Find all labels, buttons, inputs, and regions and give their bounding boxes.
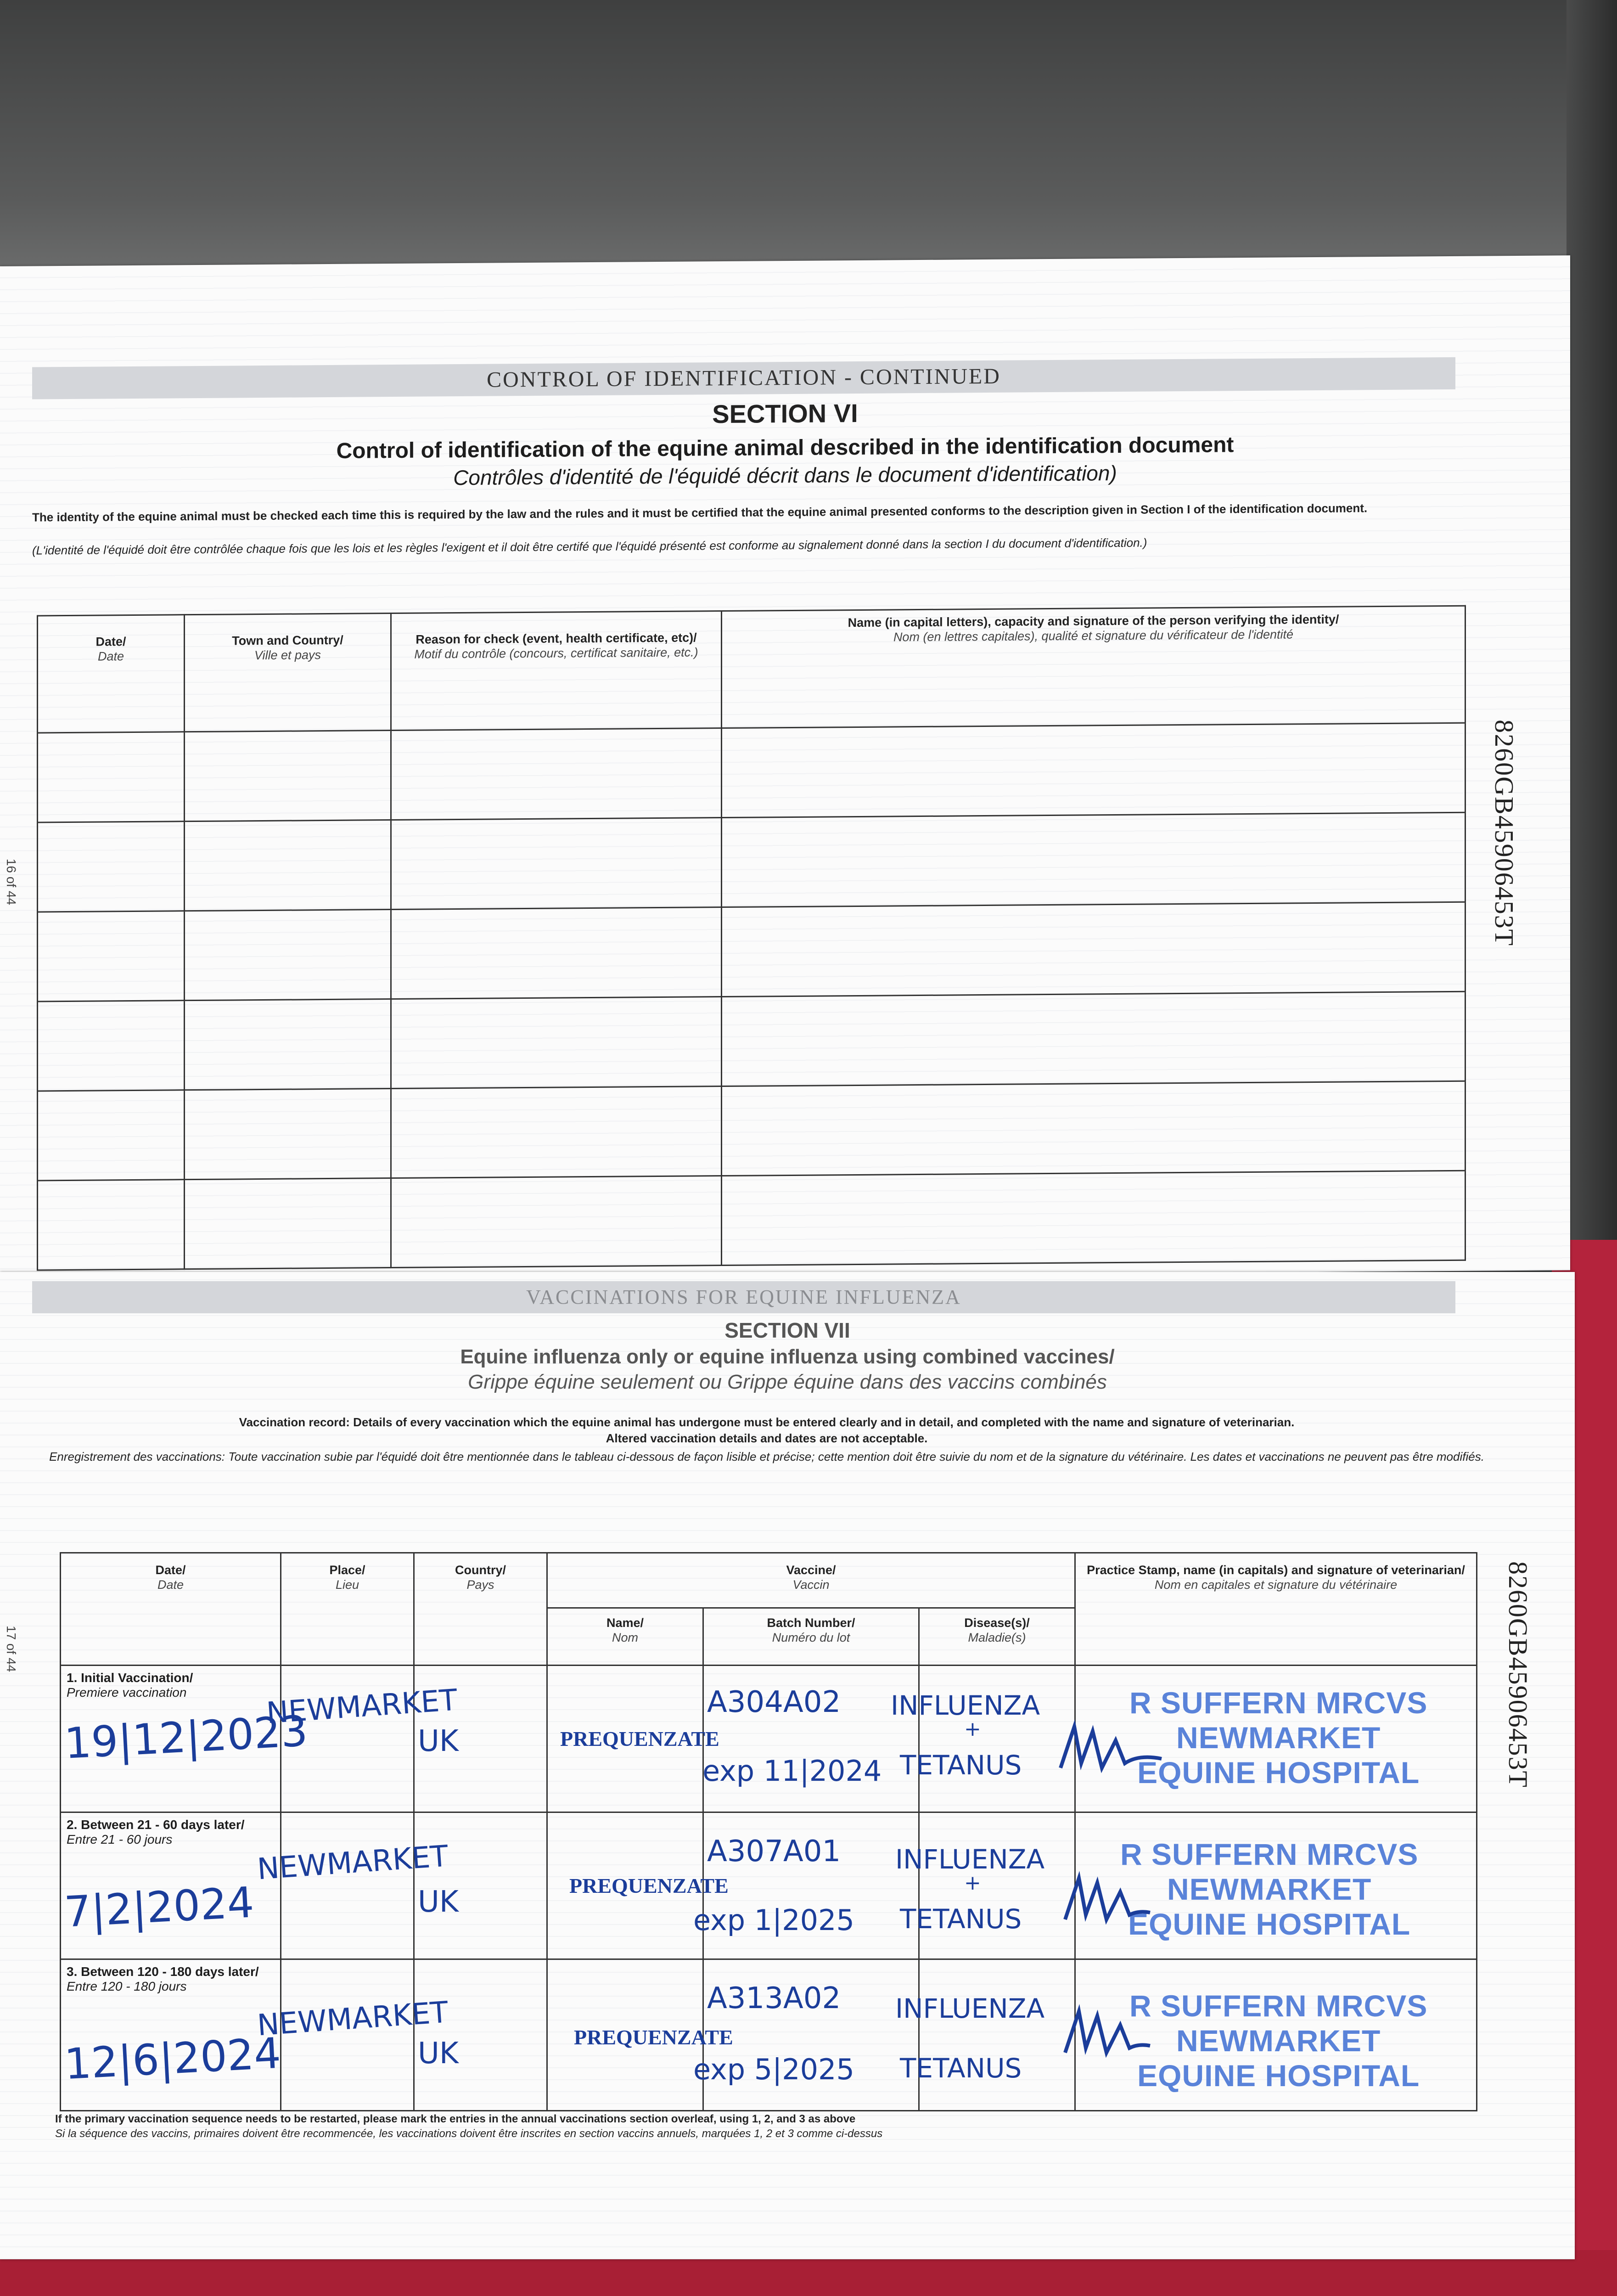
stamp-line: NEWMARKET: [1176, 1721, 1381, 1755]
stamp-line: EQUINE HOSPITAL: [1137, 2059, 1420, 2093]
table-row: [38, 1171, 1465, 1270]
vet-signature: [1061, 1869, 1152, 1929]
stamp-line: R SUFFERN MRCVS: [1129, 1686, 1428, 1720]
section-band: [32, 357, 1455, 400]
section-band: [32, 1281, 1455, 1313]
place-entry: NEWMARKET: [256, 1839, 449, 1887]
place-entry: NEWMARKET: [265, 1683, 459, 1731]
table-row: [38, 812, 1465, 912]
scanner-background: [0, 0, 1617, 285]
passport-id-side: 8260GB45906453T: [1489, 719, 1519, 947]
col-reason: Reason for check (event, health certificate, etc)/ Motif du contrôle (concours, certificat sanitaire, etc.): [391, 611, 722, 731]
row-label: 3. Between 120 - 180 days later/ Entre 120 - 180 jours: [61, 1959, 281, 2111]
date-entry: 19|12|2023: [63, 1706, 309, 1768]
passport-id-side: 8260GB45906453T: [1503, 1561, 1533, 1788]
batch-entry: A313A02: [707, 1981, 841, 2015]
row-label: 1. Initial Vaccination/ Premiere vaccination: [61, 1666, 281, 1812]
row-label: 2. Between 21 - 60 days later/ Entre 21 - 60 jours: [61, 1812, 281, 1959]
intro-fr: (L'identité de l'équidé doit être contrôlée chaque fois que les lois et les règles l'exigent et il doit être certifé que l'équidé présenté est conforme au signalement donné dans la section I du document d'identification.): [32, 535, 1147, 557]
col-vaccine: Vaccine/ Vaccin: [547, 1553, 1075, 1608]
disease-entry-1: INFLUENZA: [895, 1844, 1045, 1875]
col-vaccine-name: Name/ Nom: [547, 1608, 703, 1666]
stamp-line: EQUINE HOSPITAL: [1128, 1907, 1411, 1941]
vaccine-name: PREQUENZATE: [569, 1874, 729, 1897]
col-verifier: Name (in capital letters), capacity and signature of the person verifying the identity/ Nom (en lettres capitales), qualité et signature du vérificateur de l'identité: [722, 606, 1465, 728]
expiry-entry: exp 1|2025: [693, 1903, 854, 1937]
vaccine-name: PREQUENZATE: [560, 1727, 719, 1750]
section-title: SECTION VII: [724, 1318, 850, 1342]
heading-fr: Grippe équine seulement ou Grippe équine dans des vaccins combinés: [468, 1371, 1107, 1393]
batch-entry: A307A01: [707, 1835, 841, 1868]
stamp-line: EQUINE HOSPITAL: [1137, 1756, 1420, 1790]
table-row: [38, 902, 1465, 1002]
col-disease: Disease(s)/ Maladie(s): [919, 1608, 1075, 1666]
col-town-country: Town and Country/ Ville et pays: [185, 613, 391, 732]
page-17: [0, 1272, 1575, 2259]
footer-en: If the primary vaccination sequence needs to be restarted, please mark the entries in the annual vaccinations section overleaf, using 1, 2, and 3 as above: [55, 2113, 856, 2125]
intro-en-2: Altered vaccination details and dates are not acceptable.: [606, 1431, 928, 1445]
vet-signature: [1056, 1713, 1166, 1782]
disease-entry-2: TETANUS: [900, 1903, 1022, 1935]
disease-entry-1: INFLUENZA: [891, 1690, 1040, 1721]
disease-entry-2: TETANUS: [900, 2053, 1022, 2084]
footer-fr: Si la séquence des vaccins, primaires doivent être recommencée, les vaccinations doivent être inscrites en section vaccins annuels, marquées 1, 2 et 3 comme ci-dessus: [55, 2127, 883, 2140]
col-date: Date/ Date: [38, 615, 185, 733]
stamp-line: R SUFFERN MRCVS: [1120, 1837, 1419, 1871]
intro-en: The identity of the equine animal must be checked each time this is required by the law and the rules and it must be certified that the equine animal presented conforms to the description given in Section I of the identification document.: [32, 501, 1368, 524]
country-entry: UK: [418, 2037, 459, 2071]
table-row: [38, 723, 1465, 822]
stamp-line: NEWMARKET: [1176, 2024, 1381, 2058]
heading-en: Control of identification of the equine animal described in the identification document: [336, 433, 1234, 463]
intro-en-1: Vaccination record: Details of every vaccination which the equine animal has undergone must be entered clearly and in detail, and completed with the name and signature of veterinarian.: [239, 1415, 1295, 1429]
disease-separator: +: [964, 1871, 981, 1895]
vet-stamp: [1129, 1685, 1427, 1790]
page-16: [0, 255, 1570, 1281]
disease-entry-2: TETANUS: [900, 1750, 1022, 1781]
disease-entry-1: INFLUENZA: [895, 1993, 1045, 2024]
vet-signature: [1061, 2002, 1152, 2062]
stamp-line: NEWMARKET: [1167, 1872, 1372, 1906]
heading-en: Equine influenza only or equine influenza using combined vaccines/: [460, 1345, 1115, 1368]
batch-entry: A304A02: [707, 1685, 841, 1719]
col-place: Place/ Lieu: [281, 1553, 414, 1666]
expiry-entry: exp 11|2024: [702, 1754, 882, 1788]
page-number: 16 of 44: [4, 858, 18, 906]
country-entry: UK: [418, 1724, 459, 1758]
identity-check-table: [37, 605, 1466, 1271]
vet-stamp: [1120, 1837, 1418, 1941]
col-date: Date/ Date: [61, 1553, 281, 1666]
table-row: [38, 1081, 1465, 1181]
col-country: Country/ Pays: [414, 1553, 547, 1666]
place-entry: NEWMARKET: [256, 1995, 449, 2043]
country-entry: UK: [418, 1885, 459, 1919]
col-batch: Batch Number/ Numéro du lot: [703, 1608, 919, 1666]
vet-stamp: [1129, 1988, 1427, 2093]
disease-separator: +: [964, 1717, 981, 1741]
section-title: SECTION VI: [712, 398, 858, 429]
expiry-entry: exp 5|2025: [693, 2053, 854, 2086]
band-title: CONTROL OF IDENTIFICATION - CONTINUED: [487, 364, 1001, 392]
vaccine-name: PREQUENZATE: [574, 2026, 733, 2049]
heading-fr: Contrôles d'identité de l'équidé décrit dans le document d'identification): [453, 461, 1117, 490]
stamp-line: R SUFFERN MRCVS: [1129, 1989, 1428, 2023]
date-entry: 12|6|2024: [63, 2028, 282, 2089]
col-stamp: Practice Stamp, name (in capitals) and signature of veterinarian/ Nom en capitales et signature du vétérinaire: [1075, 1553, 1477, 1666]
table-row: [38, 991, 1465, 1091]
page-number: 17 of 44: [4, 1626, 18, 1672]
band-title: VACCINATIONS FOR EQUINE INFLUENZA: [526, 1286, 961, 1308]
intro-fr: Enregistrement des vaccinations: Toute vaccination subie par l'équidé doit être mentionnée dans le tableau ci-dessous de façon lisible et précise; cette mention doit être suivie du nom et de la signature du vétérinaire. Les dates et vaccinations ne peuvent pas être modifiés.: [49, 1450, 1484, 1463]
date-entry: 7|2|2024: [63, 1878, 255, 1937]
